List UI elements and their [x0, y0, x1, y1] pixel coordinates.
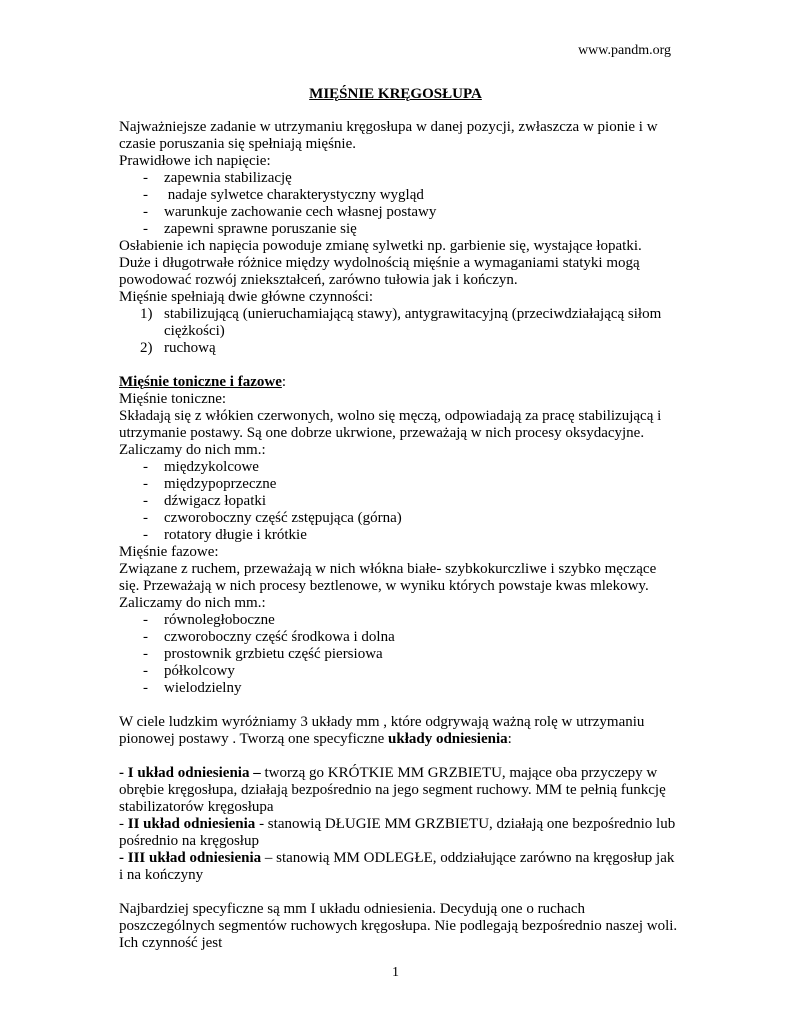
list-number: 2)	[140, 340, 153, 356]
list-text: stabilizującą (unieruchamiającą stawy), antygrawitacyjną (przeciwdziałającą siłom ciężkości)	[164, 306, 662, 339]
tonic-list	[119, 459, 679, 544]
list-item: - prostownik grzbietu część piersiowa	[119, 646, 679, 663]
list-item	[119, 306, 679, 340]
tonic-label: Mięśnie toniczne:	[119, 391, 227, 407]
tonic-include-label: Zaliczamy do nich mm.:	[119, 442, 266, 458]
list-item	[119, 340, 679, 357]
site-url[interactable]: www.pandm.org	[578, 43, 671, 58]
list-item: - rotatory długie i krótkie	[119, 527, 679, 544]
systems-intro	[119, 714, 679, 748]
phasic-description: Związane z ruchem, przeważają w nich włókna białe- szybkokurczliwe i szybko męczące się. Przeważają w nich procesy beztlenowe, w wyniku których powstaje kwas mlekowy.	[119, 561, 657, 594]
list-item: - nadaje sylwetce charakterystyczny wygląd	[119, 187, 679, 204]
list-text: ruchową	[164, 340, 216, 356]
list-number: 1)	[140, 306, 153, 322]
phasic-label: Mięśnie fazowe:	[119, 544, 219, 560]
list-item: - zapewni sprawne poruszanie się	[119, 221, 679, 238]
list-item: - półkolcowy	[119, 663, 679, 680]
tension-label: Prawidłowe ich napięcie:	[119, 153, 271, 169]
system-2	[119, 816, 679, 850]
tonic-description: Składają się z włókien czerwonych, wolno się męczą, odpowiadają za pracę stabilizującą i utrzymanie postawy. Są one dobrze ukrwione, przeważają w nich procesy oksydacyjne.	[119, 408, 662, 441]
weakness-paragraph: Osłabienie ich napięcia powoduje zmianę sylwetki np. garbienie się, wystające łopatki.	[119, 238, 642, 254]
list-item: - warunkuje zachowanie cech własnej postawy	[119, 204, 679, 221]
section-heading-text: Mięśnie toniczne i fazowe	[119, 374, 282, 390]
list-item: - czworoboczny część zstępująca (górna)	[119, 510, 679, 527]
page-title: MIĘŚNIE KRĘGOSŁUPA	[309, 86, 482, 102]
system-2-text: - stanowią DŁUGIE MM GRZBIETU, działają one bezpośrednio lub pośrednio na kręgosłup	[119, 816, 676, 849]
tension-list	[119, 170, 679, 238]
list-item: - czworoboczny część środkowa i dolna	[119, 629, 679, 646]
system-3-text: – stanowią MM ODLEGŁE, oddziałujące zarówno na kręgosłup jak i na kończyny	[119, 850, 675, 883]
system-1-title: - I układ odniesienia –	[119, 765, 261, 781]
section-heading-colon: :	[281, 374, 287, 390]
system-2-title: II układ odniesienia	[127, 816, 256, 832]
system-3	[119, 850, 679, 884]
functions-list	[119, 306, 679, 357]
system-1-text: tworzą go KRÓTKIE MM GRZBIETU, mające oba przyczepy w obrębie kręgosłupa, działają bezpośrednio na jego segment ruchowy. MM te pełnią funkcję stabilizatorów kręgosłupa	[119, 765, 666, 815]
list-item: - wielodzielny	[119, 680, 679, 697]
list-item: - zapewnia stabilizację	[119, 170, 679, 187]
systems-intro-text: W ciele ludzkim wyróżniamy 3 układy mm , które odgrywają ważną rolę w utrzymaniu pionowej postawy . Tworzą one specyficzne	[119, 714, 645, 747]
system-1	[119, 765, 679, 816]
systems-intro-end: :	[507, 731, 512, 747]
system-3-title: - III układ odniesienia	[119, 850, 262, 866]
phasic-include-label: Zaliczamy do nich mm.:	[119, 595, 266, 611]
intro-paragraph: Najważniejsze zadanie w utrzymaniu kręgosłupa w danej pozycji, zwłaszcza w pionie i w czasie poruszania się spełniają mięśnie.	[119, 119, 658, 152]
list-item: - dźwigacz łopatki	[119, 493, 679, 510]
document-body	[119, 119, 679, 952]
list-item: - międzykolcowe	[119, 459, 679, 476]
list-item: - równoległoboczne	[119, 612, 679, 629]
closing-paragraph: Najbardziej specyficzne są mm I układu odniesienia. Decydują one o ruchach poszczególnych segmentów ruchowych kręgosłupa. Nie podlegają bezpośrednio naszej woli. Ich czynność jest	[119, 901, 678, 951]
list-item: - międzypoprzeczne	[119, 476, 679, 493]
system-2-prefix: -	[119, 816, 128, 832]
systems-intro-bold: układy odniesienia	[388, 731, 508, 747]
section-heading	[119, 374, 679, 391]
page-number: 1	[392, 965, 399, 980]
phasic-list	[119, 612, 679, 697]
functions-label: Mięśnie spełniają dwie główne czynności:	[119, 289, 374, 305]
differences-paragraph: Duże i długotrwałe różnice między wydolnością mięśnie a wymaganiami statyki mogą powodować rozwój zniekształceń, zarówno tułowia jak i kończyn.	[119, 255, 640, 288]
